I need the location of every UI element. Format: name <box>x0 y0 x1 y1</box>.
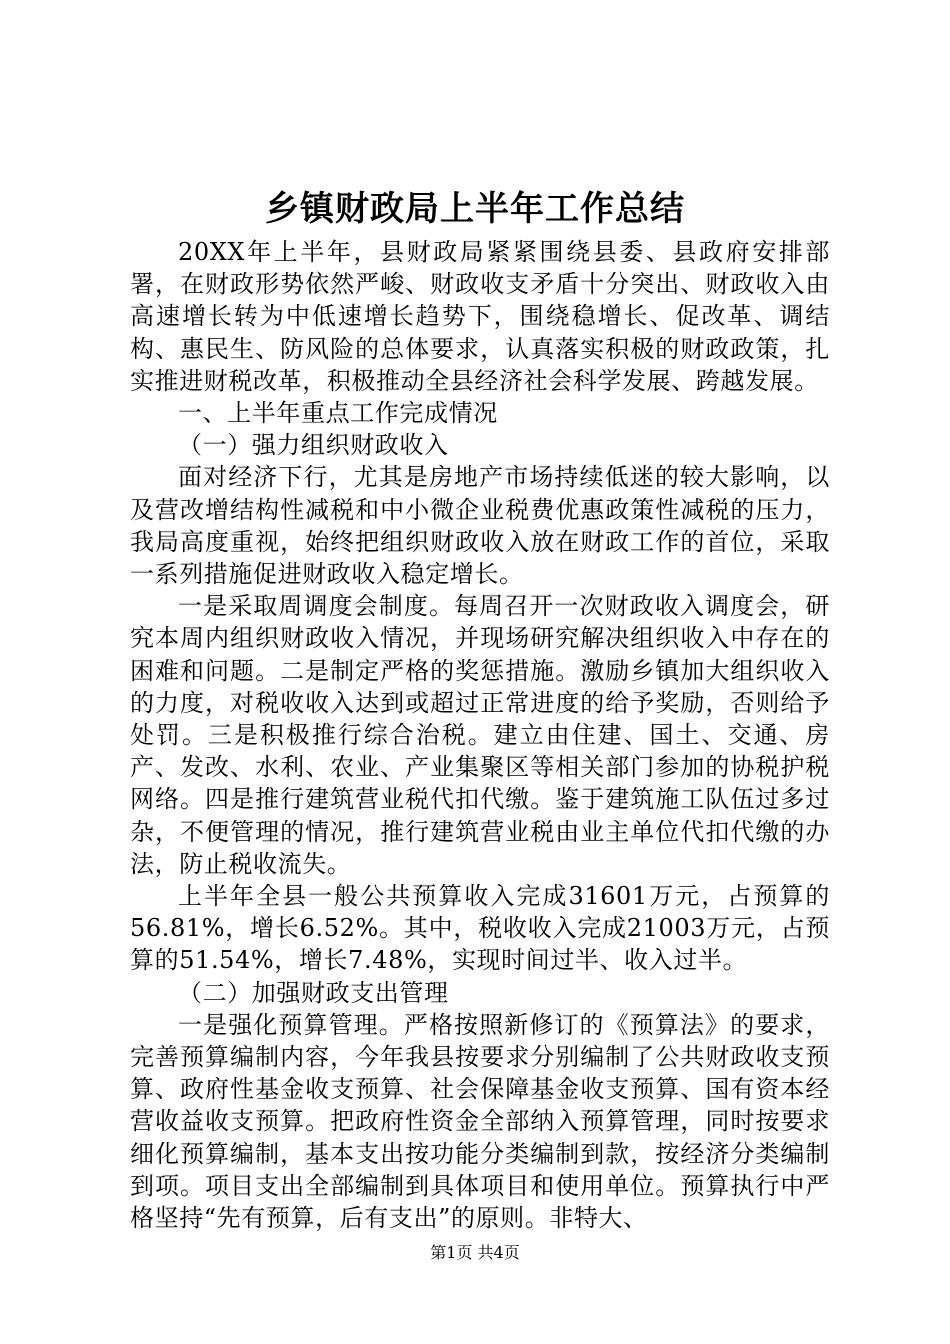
subsection-heading-1: （一）强力组织财政收入 <box>178 431 449 460</box>
intro-paragraph: 20XX年上半年，县财政局紧紧围绕县委、县政府安排部署，在财政形势依然严峻、财政收支矛盾十分突出、财政收入由高速增长转为中低速增长趋势下，围绕稳增长、促改革、调结构、惠民生、防风险的总体要求，认真落实积极的财政政策，扎实推进财税改革，积极推动全县经济社会科学发展、跨越发展。 <box>130 238 830 395</box>
document-body <box>130 236 830 1234</box>
revenue-context-paragraph: 面对经济下行，尤其是房地产市场持续低迷的较大影响，以及营改增结构性减税和中小微企业税费优惠政策性减税的压力，我局高度重视，始终把组织财政收入放在财政工作的首位，采取一系列措施促进财政收入稳定增长。 <box>130 463 830 589</box>
budget-management-paragraph: 一是强化预算管理。严格按照新修订的《预算法》的要求，完善预算编制内容，今年我县按要求分别编制了公共财政收支预算、政府性基金收支预算、社会保障基金收支预算、国有资本经营收益收支预算。把政府性资金全部纳入预算管理，同时按要求细化预算编制，基本支出按功能分类编制到款，按经济分类编制到项。项目支出全部编制到具体项目和使用单位。预算执行中严格坚持“先有预算，后有支出”的原则。非特大、 <box>130 1010 830 1233</box>
revenue-measures-paragraph: 一是采取周调度会制度。每周召开一次财政收入调度会，研究本周内组织财政收入情况，并现场研究解决组织收入中存在的困难和问题。二是制定严格的奖惩措施。激励乡镇加大组织收入的力度，对税收收入达到或超过正常进度的给予奖励，否则给予处罚。三是积极推行综合治税。建立由住建、国土、交通、房产、发改、水利、农业、产业集聚区等相关部门参加的协税护税网络。四是推行建筑营业税代扣代缴。鉴于建筑施工队伍过多过杂，不便管理的情况，推行建筑营业税由业主单位代扣代缴的办法，防止税收流失。 <box>130 592 830 878</box>
page-footer: 第1页 共4页 <box>430 1243 520 1262</box>
section-heading-1: 一、上半年重点工作完成情况 <box>178 399 498 428</box>
document-title: 乡镇财政局上半年工作总结 <box>265 189 685 229</box>
subsection-heading-2: （二）加强财政支出管理 <box>178 978 449 1007</box>
revenue-results-paragraph: 上半年全县一般公共预算收入完成31601万元，占预算的56.81%，增长6.52%。其中，税收收入完成21003万元，占预算的51.54%，增长7.48%，实现时间过半、收入过半。 <box>130 882 830 975</box>
